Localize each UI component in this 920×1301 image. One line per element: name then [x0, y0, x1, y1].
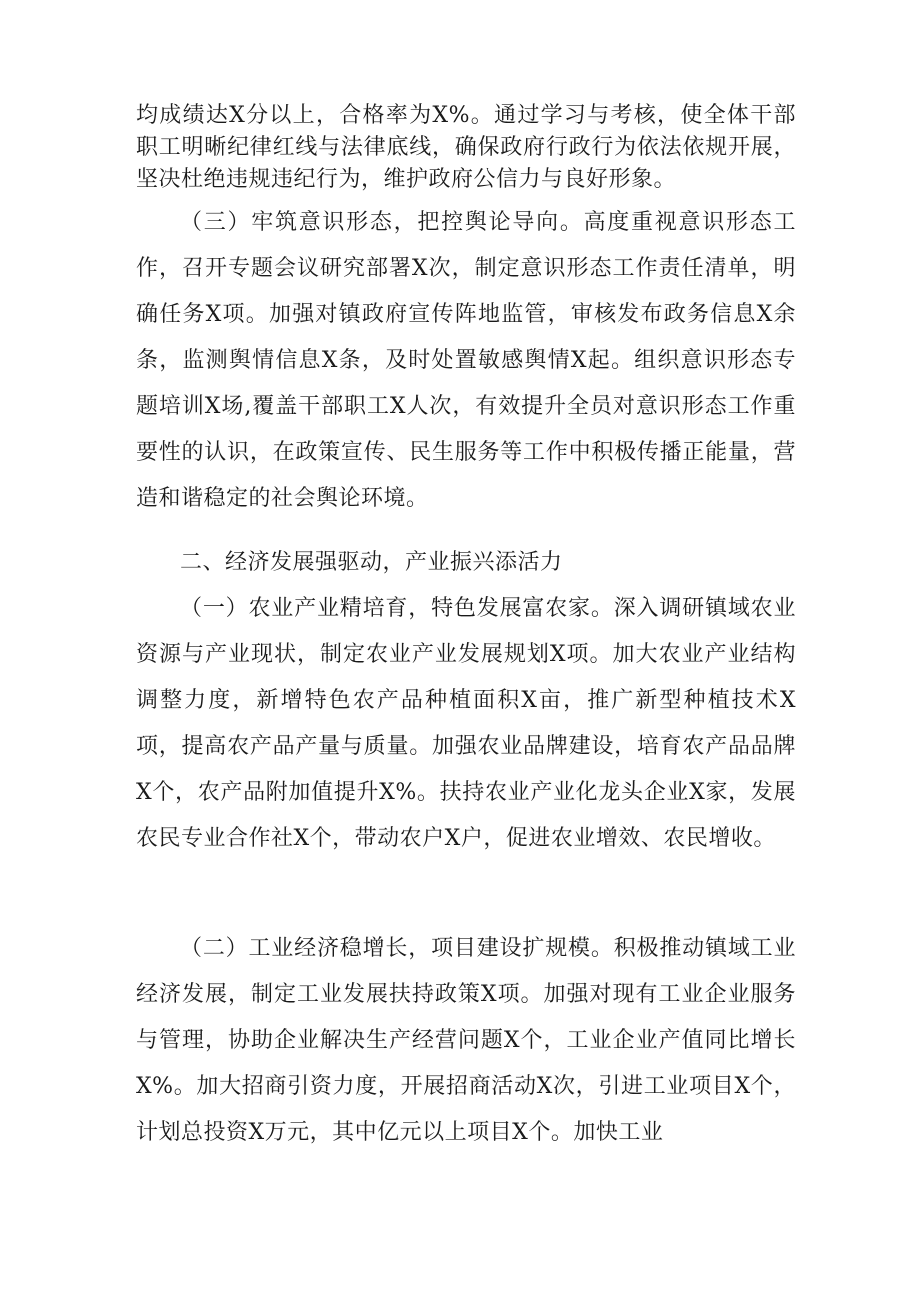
section-heading-economy: 二、经济发展强驱动，产业振兴添活力: [180, 550, 563, 575]
paragraph-industry: （二）工业经济稳增长，项目建设扩规模。积极推动镇域工业经济发展，制定工业发展扶持政策X项。加强对现有工业企业服务与管理，协助企业解决生产经营问题X个，工业企业产值同比增长X%。加大招商引资力度，开展招商活动X次，引进工业项目X个，计划总投资X万元，其中亿元以上项目X个。加快工业: [136, 936, 796, 1145]
paragraph-agriculture: （一）农业产业精培育，特色发展富农家。深入调研镇域农业资源与产业现状，制定农业产业发展规划X项。加大农业产业结构调整力度，新增特色农产品种植面积X亩，推广新型种植技术X项，提高农产品产量与质量。加强农业品牌建设，培育农产品品牌X个，农产品附加值提升X%。扶持农业产业化龙头企业X家，发展农民专业合作社X个，带动农户X户，促进农业增效、农民增收。: [136, 596, 796, 851]
paragraph-continued: 均成绩达X分以上，合格率为X%。通过学习与考核，使全体干部职工明晰纪律红线与法律底线，确保政府行政行为依法依规开展，坚决杜绝违规违纪行为，维护政府公信力与良好形象。: [136, 103, 796, 192]
paragraph-ideology: （三）牢筑意识形态，把控舆论导向。高度重视意识形态工作，召开专题会议研究部署X次，制定意识形态工作责任清单，明确任务X项。加强对镇政府宣传阵地监管，审核发布政务信息X余条，监测舆情信息X条，及时处置敏感舆情X起。组织意识形态专题培训X场,覆盖干部职工X人次，有效提升全员对意识形态工作重要性的认识，在政策宣传、民生服务等工作中积极传播正能量，营造和谐稳定的社会舆论环境。: [136, 210, 796, 511]
